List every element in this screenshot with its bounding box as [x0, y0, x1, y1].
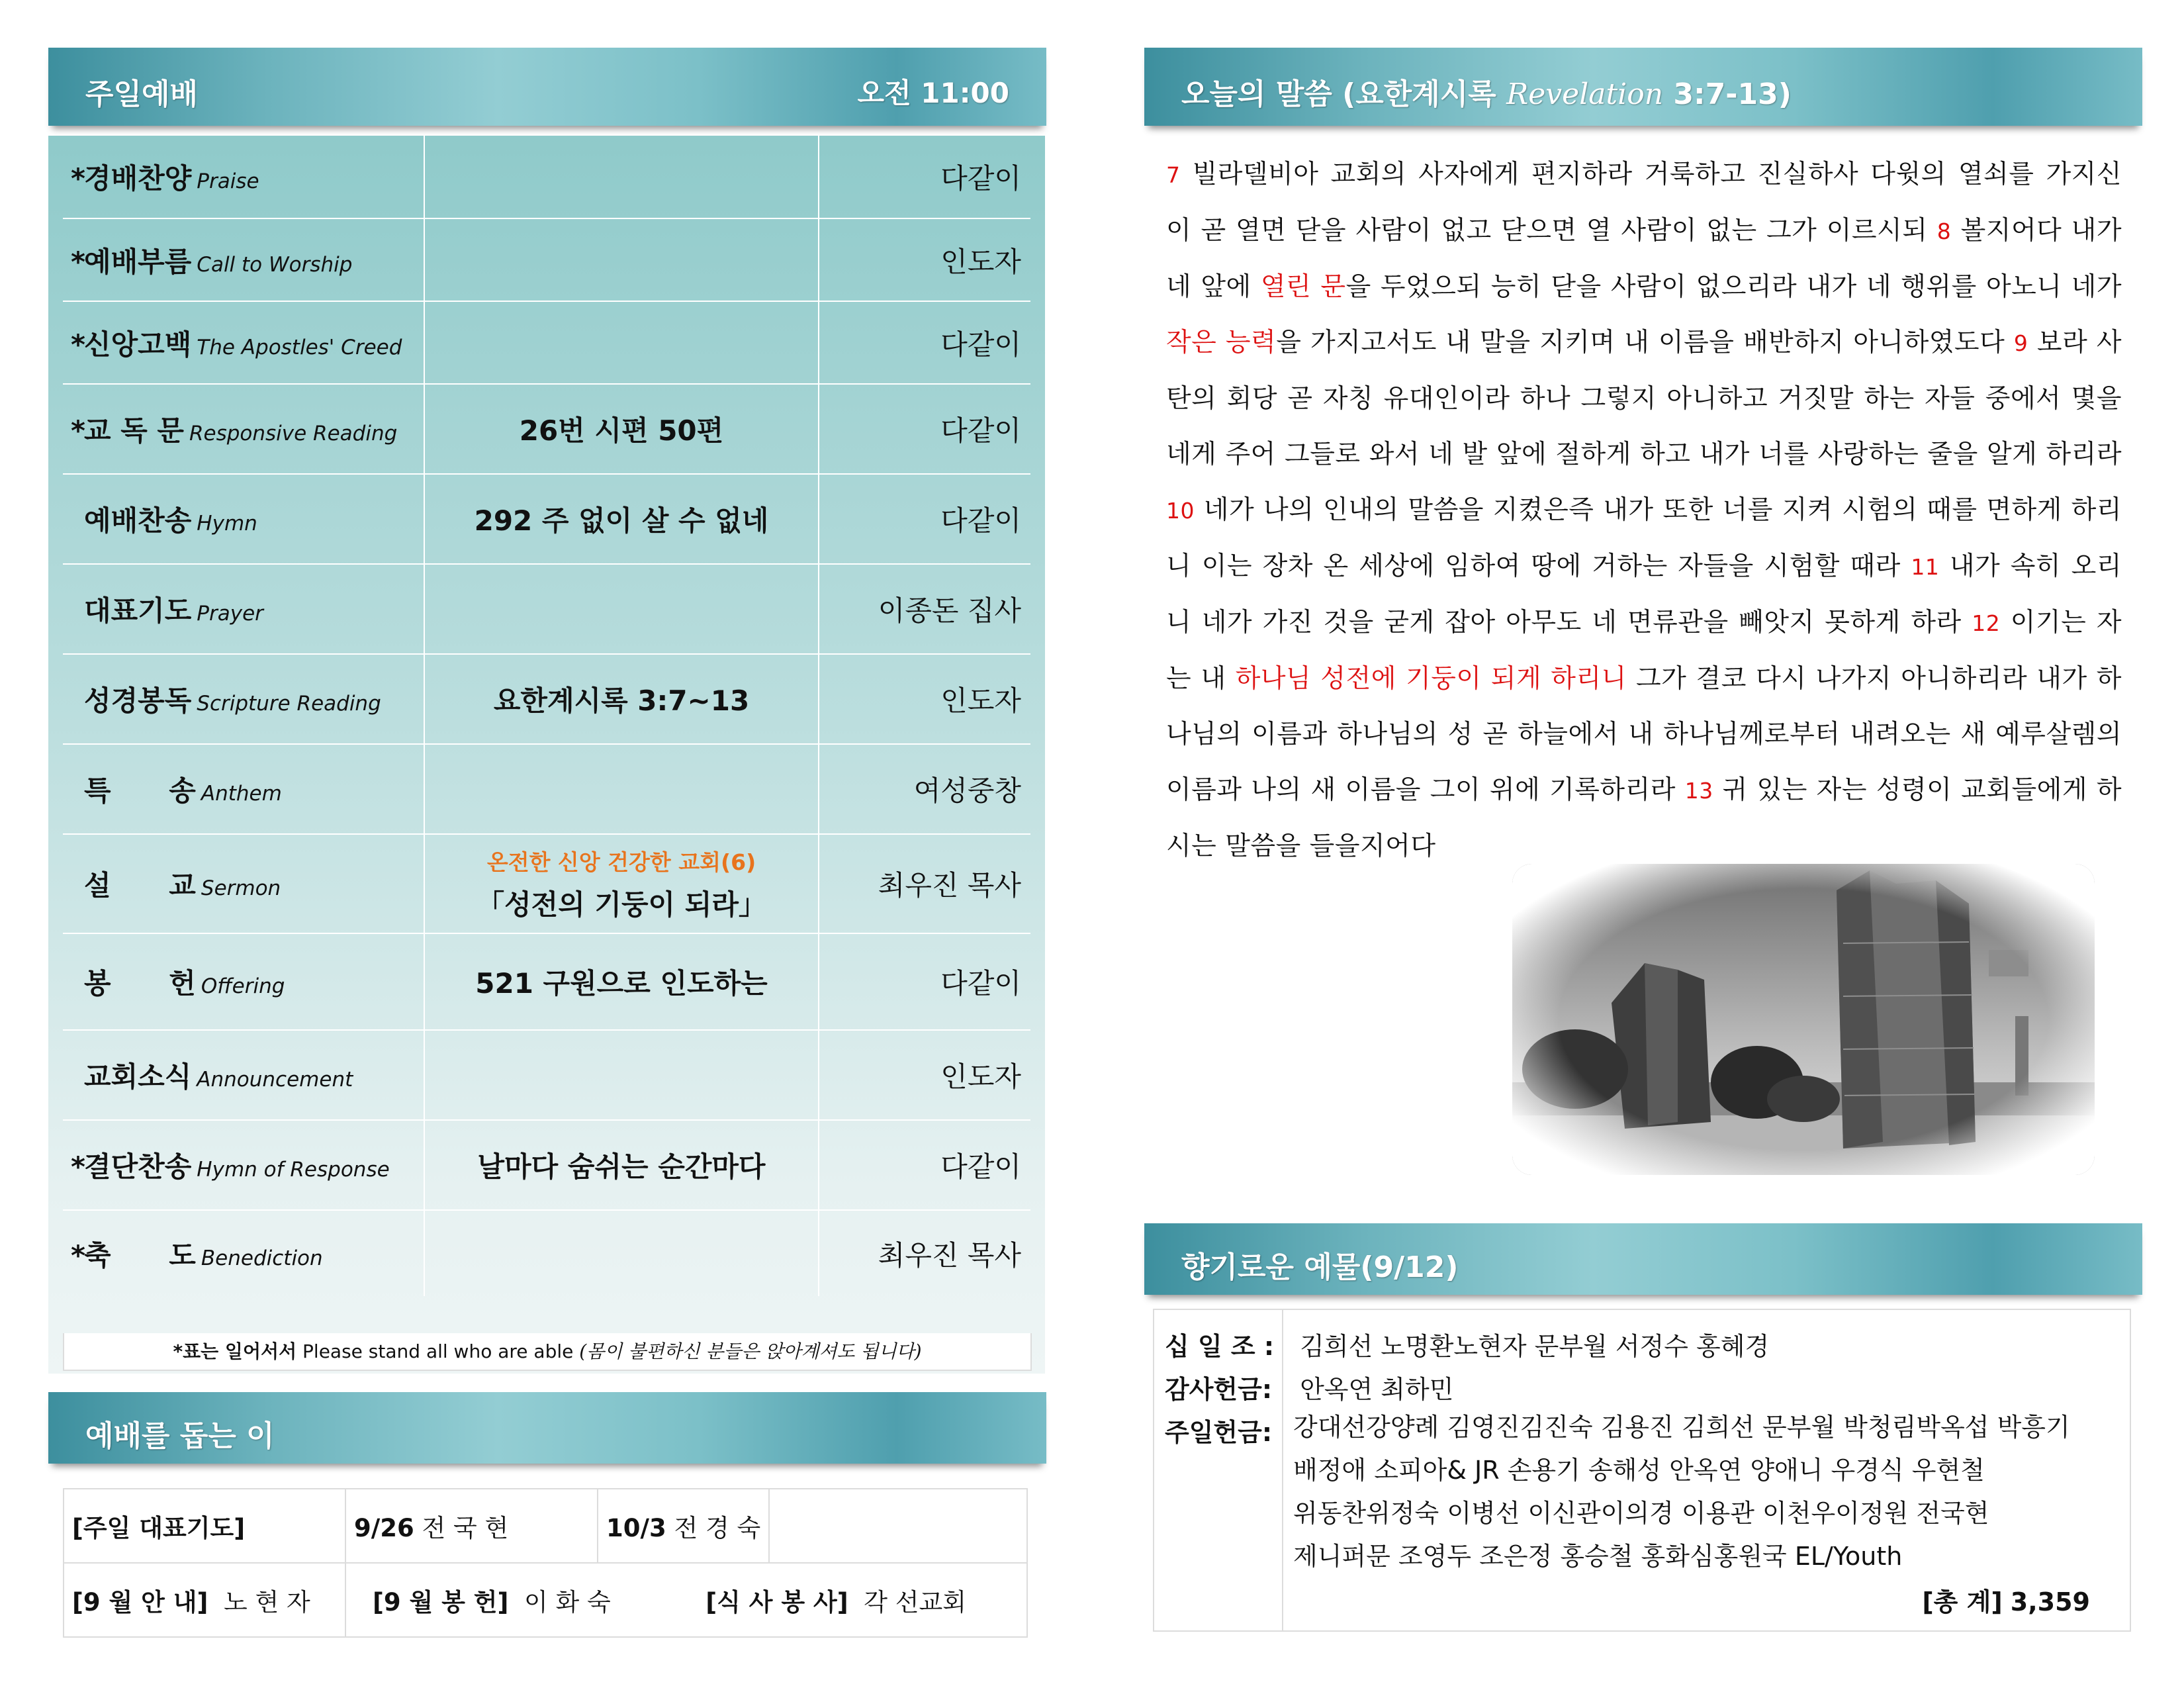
thanks-names: 안옥연 최하민 — [1300, 1375, 1454, 1404]
order-row — [63, 564, 1030, 654]
order-leader: 다같이 — [819, 474, 1030, 564]
order-item-en: Announcement — [197, 1068, 353, 1092]
highlighted-text: 하나님 성전에 기둥이 되게 하리니 — [1235, 664, 1627, 694]
order-item-name: 대표기도 — [84, 594, 192, 627]
order-detail-text: 521 구원으로 인도하는 — [475, 967, 768, 1000]
order-item — [63, 218, 424, 301]
order-detail — [424, 1120, 819, 1210]
order-leader: 다같이 — [819, 301, 1030, 384]
sunday-names-line: 위동찬위정숙 이병선 이신관이의경 이용관 이천우이정원 전국현 — [1293, 1499, 1989, 1528]
order-of-service — [48, 136, 1045, 1374]
stand-note-en: Please stand all who are able — [302, 1340, 574, 1362]
stand-note-italic: (몸이 불편하신 분들은 앉아계셔도 됩니다) — [579, 1340, 922, 1362]
order-item-name: 봉 헌 — [84, 967, 196, 1000]
service-cell — [345, 1563, 1027, 1637]
order-item-name: 예배부름 — [84, 245, 192, 278]
order-item — [63, 1030, 424, 1120]
order-detail-text: 날마다 숨쉬는 순간마다 — [477, 1150, 766, 1183]
order-detail — [424, 384, 819, 474]
order-row — [63, 654, 1030, 744]
offering-banner — [1144, 1223, 2142, 1295]
order-row — [63, 834, 1030, 933]
order-detail — [424, 933, 819, 1030]
worship-banner — [48, 48, 1046, 126]
offering-box — [1153, 1309, 2131, 1632]
verse-text: 귀 있는 자는 성령이 교회들에게 하시는 말씀을 들을지어다 — [1166, 775, 2122, 861]
ruins-photo — [1512, 864, 2095, 1175]
verse-text: 이기는 자는 내 — [1166, 608, 2122, 694]
order-detail — [424, 744, 819, 834]
order-item-en: The Apostles' Creed — [197, 335, 402, 359]
order-item-name: 신앙고백 — [84, 328, 192, 361]
order-row — [63, 301, 1030, 384]
word-title: 오늘의 말씀 (요한계시록 Revelation 3:7-13) — [1181, 77, 1792, 111]
thanks-row — [1165, 1369, 1453, 1405]
order-item — [63, 654, 424, 744]
sunday-label: 주일헌금: — [1165, 1418, 1273, 1447]
verse-number: 7 — [1166, 162, 1181, 188]
verse-text: 네가 나의 인내의 말씀을 지켰은즉 내가 또한 너를 지켜 시험의 때를 면하게 하리니 이는 장차 온 세상에 임하여 땅에 거하는 자들을 시험할 때라 — [1166, 495, 2122, 581]
order-detail-text: 292 주 없이 살 수 없네 — [474, 504, 769, 537]
ruins-image — [1512, 864, 2095, 1175]
sermon-series: 온전한 신앙 건강한 교회(6) — [486, 849, 756, 875]
order-item — [63, 1120, 424, 1210]
verse-number: 11 — [1911, 554, 1940, 580]
prayer-week-2: 10/3 전 경 숙 — [598, 1489, 769, 1563]
offering-total — [1922, 1581, 2090, 1618]
order-detail — [424, 654, 819, 744]
order-item-name: 축 도 — [84, 1239, 196, 1272]
highlighted-text: 작은 능력 — [1166, 328, 1277, 357]
order-item-name: 설 교 — [84, 869, 196, 902]
stand-mark: * — [71, 1150, 85, 1183]
order-item-name: 경배찬양 — [84, 162, 192, 195]
order-item-name: 교회소식 — [84, 1060, 192, 1093]
order-item — [63, 834, 424, 933]
thanks-label: 감사헌금: — [1165, 1375, 1273, 1404]
sunday-names-line: 배정애 소피아& JR 손용기 송해성 안옥연 양애니 우경식 우현철 — [1293, 1456, 1985, 1485]
stand-mark: * — [71, 162, 85, 195]
order-leader: 이종돈 집사 — [819, 564, 1030, 654]
order-list — [63, 136, 1030, 1296]
sunday-names-line: 강대선강양례 김영진김진숙 김용진 김희선 문부월 박청림박옥섭 박흥기 — [1293, 1413, 2070, 1442]
order-item-en: Responsive Reading — [189, 422, 398, 445]
sermon-title: 「성전의 기둥이 되라」 — [477, 888, 766, 921]
order-row — [63, 136, 1030, 218]
order-row — [63, 744, 1030, 834]
meal-label: [식 사 봉 사] — [705, 1588, 848, 1617]
stand-mark: * — [71, 414, 85, 447]
verse-text: 빌라델비아 교회의 사자에게 편지하라 거룩하고 진실하사 다윗의 열쇠를 가지신 이 곧 열면 닫을 사람이 없고 닫으면 열 사람이 없는 그가 이르시되 — [1166, 160, 2122, 246]
verse-number: 8 — [1936, 218, 1952, 244]
order-row — [63, 1030, 1030, 1120]
order-item-en: Praise — [197, 169, 259, 193]
order-detail-text: 요한계시록 3:7~13 — [493, 684, 750, 717]
order-item — [63, 933, 424, 1030]
offer-label: [9 월 봉 헌] — [373, 1588, 509, 1617]
order-item-en: Hymn of Response — [197, 1158, 390, 1182]
order-item-name: 교 독 문 — [84, 414, 184, 447]
order-detail — [424, 1210, 819, 1296]
stand-mark: * — [71, 328, 85, 361]
scripture-text — [1166, 147, 2122, 874]
order-item — [63, 474, 424, 564]
order-leader: 최우진 목사 — [819, 834, 1030, 933]
verse-text: 내가 속히 오리니 네가 가진 것을 굳게 잡아 아무도 네 면류관을 빼앗지 못하게 하라 — [1166, 551, 2122, 637]
order-row — [63, 1120, 1030, 1210]
verse-text: 보라 사탄의 회당 곧 자칭 유대인이라 하나 그렇지 아니하고 거짓말 하는 자들 중에서 몇을 네게 주어 그들로 와서 네 발 앞에 절하게 하고 내가 너를 사랑하는 줄을 알게 하리라 — [1166, 328, 2122, 469]
order-detail — [424, 564, 819, 654]
sunday-row — [1165, 1412, 1287, 1448]
total-value: 3,359 — [2010, 1587, 2090, 1617]
order-row — [63, 1210, 1030, 1296]
tithe-names: 김희선 노명환노현자 문부월 서정수 홍혜경 — [1300, 1332, 1770, 1361]
order-item-name: 결단찬송 — [84, 1150, 192, 1183]
order-leader: 다같이 — [819, 384, 1030, 474]
order-item-name: 예배찬송 — [84, 504, 192, 537]
verse-number: 9 — [2013, 330, 2028, 356]
order-item-name: 성경봉독 — [84, 684, 192, 717]
verse-number: 13 — [1684, 778, 1713, 804]
order-row — [63, 933, 1030, 1030]
order-item-en: Hymn — [197, 512, 257, 536]
empty-cell — [769, 1489, 1027, 1563]
prayer-week-1: 9/26 전 국 현 — [345, 1489, 598, 1563]
guide-cell: [9 월 안 내] 노 현 자 — [64, 1563, 345, 1637]
helpers-banner — [48, 1392, 1046, 1464]
order-leader: 인도자 — [819, 218, 1030, 301]
order-item — [63, 384, 424, 474]
order-item — [63, 564, 424, 654]
order-item-en: Benediction — [201, 1246, 323, 1270]
order-item-en: Anthem — [201, 782, 282, 806]
helpers-title: 예배를 돕는 이 — [85, 1419, 275, 1453]
order-item — [63, 136, 424, 218]
order-item — [63, 744, 424, 834]
order-item — [63, 301, 424, 384]
order-row — [63, 474, 1030, 564]
order-item — [63, 1210, 424, 1296]
order-leader: 인도자 — [819, 1030, 1030, 1120]
verse-text: 볼지어다 내가 네 앞에 — [1166, 216, 2122, 302]
verse-number: 12 — [1972, 610, 2001, 636]
order-leader: 인도자 — [819, 654, 1030, 744]
stand-note-bold: *표는 일어서서 — [173, 1340, 297, 1362]
order-row — [63, 218, 1030, 301]
meal-name: 각 선교회 — [864, 1588, 966, 1617]
verse-number: 10 — [1166, 498, 1195, 524]
tithe-label: 십 일 조 : — [1165, 1332, 1275, 1361]
order-detail — [424, 474, 819, 564]
word-banner — [1144, 48, 2142, 126]
stand-note — [63, 1333, 1032, 1371]
order-item-en: Prayer — [197, 602, 263, 626]
stand-mark: * — [71, 1239, 85, 1272]
tithe-row — [1165, 1326, 1769, 1362]
order-leader: 다같이 — [819, 1120, 1030, 1210]
order-detail — [424, 1030, 819, 1120]
order-item-name: 특 송 — [84, 774, 196, 807]
highlighted-text: 열린 문 — [1260, 272, 1346, 302]
sunday-names-line: 제니퍼문 조영두 조은정 홍승철 홍화심홍원국 EL/Youth — [1293, 1542, 1903, 1571]
helpers-table — [63, 1488, 1028, 1638]
order-detail — [424, 301, 819, 384]
order-item-en: Call to Worship — [197, 252, 353, 277]
order-leader: 여성중창 — [819, 744, 1030, 834]
order-row — [63, 384, 1030, 474]
worship-title: 주일예배 — [85, 77, 199, 111]
order-leader: 다같이 — [819, 136, 1030, 218]
order-detail — [424, 834, 819, 933]
stand-mark: * — [71, 245, 85, 278]
order-detail — [424, 218, 819, 301]
order-item-en: Scripture Reading — [197, 692, 381, 716]
verse-text: 을 가지고서도 내 말을 지키며 내 이름을 배반하지 아니하였도다 — [1276, 328, 2014, 357]
offering-title: 향기로운 예물(9/12) — [1181, 1250, 1459, 1284]
order-leader: 다같이 — [819, 933, 1030, 1030]
offer-name: 이 화 숙 — [523, 1588, 611, 1617]
order-detail — [424, 136, 819, 218]
order-item-en: Offering — [201, 974, 285, 998]
total-label: [총 계] — [1922, 1587, 2003, 1617]
verse-text: 그가 결코 다시 나가지 아니하리라 내가 하나님의 이름과 하나님의 성 곧 하늘에서 내 하나님께로부터 내려오는 새 예루살렘의 이름과 나의 새 이름을 그이 위에 기록하리라 — [1166, 664, 2122, 805]
sunday-names — [1293, 1406, 2120, 1578]
order-leader: 최우진 목사 — [878, 1239, 1021, 1272]
verse-text: 을 두었으되 능히 닫을 사람이 없으리라 내가 네 행위를 아노니 네가 — [1345, 272, 2122, 302]
order-item-en: Sermon — [201, 876, 281, 900]
order-detail-text: 26번 시편 50편 — [519, 414, 724, 447]
word-title-en: Revelation — [1506, 77, 1664, 111]
prayer-label: [주일 대표기도] — [72, 1514, 246, 1542]
worship-time: 오전 11:00 — [857, 77, 1009, 109]
